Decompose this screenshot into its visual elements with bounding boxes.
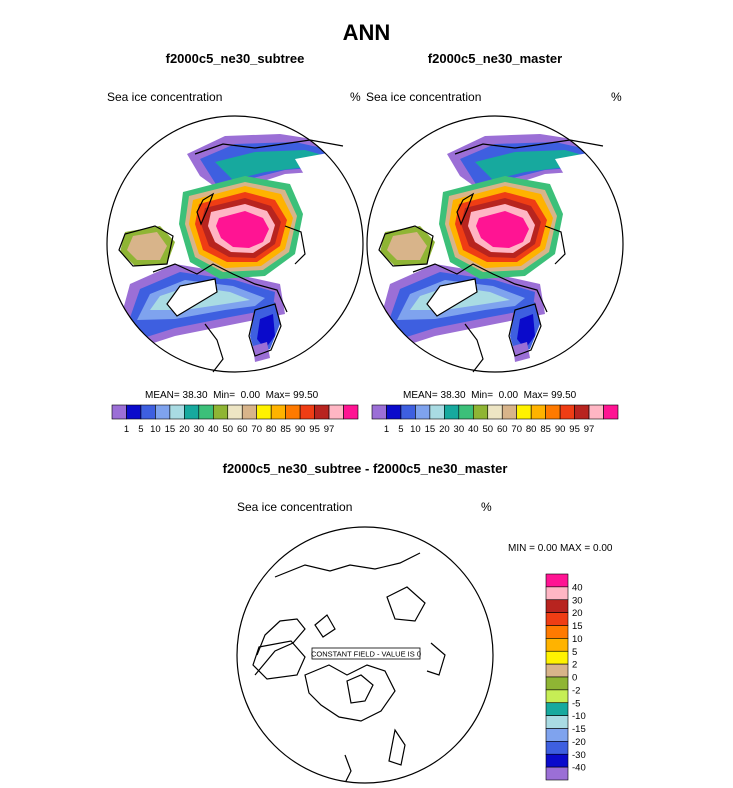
panel-1-colorbar-tick-label: 85 <box>280 424 291 435</box>
panel-2-colorbar-tick-label: 50 <box>482 424 494 435</box>
panel-1-max-label: Max= <box>265 390 291 401</box>
panel-1-min-value: 0.00 <box>240 390 261 401</box>
panel-2-stats <box>403 390 576 401</box>
diff-panel-colorbar <box>545 572 595 782</box>
panel-1-colorbar-swatch-14 <box>315 405 329 419</box>
diff-colorbar-tick-label: 10 <box>572 633 583 645</box>
panel-1-colorbar-tick-label: 80 <box>265 424 277 435</box>
diff-colorbar-swatch-10 <box>546 703 568 716</box>
panel-1-max-value: 99.50 <box>293 390 319 401</box>
panel-2-colorbar-swatch-4 <box>430 405 444 419</box>
constant-field-annotation: CONSTANT FIELD - VALUE IS 0 <box>310 649 422 659</box>
panel-2-colorbar-tick-label: 80 <box>525 424 537 435</box>
panel-2-colorbar-swatch-13 <box>560 405 574 419</box>
diff-colorbar-tick-label: 30 <box>572 595 583 607</box>
panel-1-colorbar-swatch-11 <box>271 405 285 419</box>
panel-2-colorbar-swatch-14 <box>575 405 589 419</box>
panel-2-colorbar-tick-label: 60 <box>496 424 508 435</box>
panel-1-colorbar-swatch-15 <box>329 405 343 419</box>
panel-1-colorbar <box>110 405 360 437</box>
panel-2-colorbar-tick-label: 10 <box>410 424 421 435</box>
panel-2-colorbar-swatch-6 <box>459 405 473 419</box>
panel-2-mean-value: 38.30 <box>440 390 466 401</box>
panel-1-colorbar-tick-label: 50 <box>222 424 234 435</box>
panel-1-colorbar-swatch-16 <box>344 405 358 419</box>
panel-1-colorbar-tick-label: 30 <box>193 424 205 435</box>
panel-2-colorbar-tick-label: 20 <box>439 424 450 435</box>
panel-1-ice-field <box>115 134 360 362</box>
panel-2-colorbar-swatch-0 <box>372 405 386 419</box>
diff-panel-polar-map <box>235 525 495 785</box>
diff-colorbar-swatch-8 <box>546 677 568 690</box>
panel-1-colorbar-swatch-4 <box>170 405 184 419</box>
panel-1-colorbar-swatch-6 <box>199 405 213 419</box>
panel-2-title: f2000c5_ne30_master <box>427 51 563 66</box>
panel-1-colorbar-tick-label: 97 <box>323 424 335 435</box>
diff-colorbar-swatch-11 <box>546 716 568 729</box>
panel-1-colorbar-swatch-0 <box>112 405 126 419</box>
panel-1-colorbar-swatch-2 <box>141 405 155 419</box>
diff-colorbar-tick-label: -15 <box>572 724 586 735</box>
panel-1-colorbar-swatch-13 <box>300 405 314 419</box>
panel-2-colorbar-swatch-3 <box>415 405 429 419</box>
diff-colorbar-swatch-4 <box>546 626 568 639</box>
panel-2-colorbar-swatch-12 <box>546 405 560 419</box>
diff-colorbar-tick-label: 2 <box>572 659 578 671</box>
panel-2-colorbar-tick-label: 5 <box>398 424 404 435</box>
panel-1-colorbar-swatch-7 <box>213 405 227 419</box>
panel-2-units: % <box>611 90 622 104</box>
diff-panel-variable-label: Sea ice concentration <box>237 500 353 514</box>
diff-colorbar-swatch-14 <box>546 754 568 767</box>
panel-2-colorbar-tick-label: 15 <box>424 424 436 435</box>
diff-colorbar-swatch-2 <box>546 600 568 613</box>
panel-1-min-label: Min= <box>213 390 236 401</box>
diff-colorbar-swatch-1 <box>546 587 568 600</box>
diff-colorbar-tick-label: -5 <box>572 698 581 710</box>
panel-2-colorbar <box>370 405 620 437</box>
panel-2-min-value: 0.00 <box>498 390 519 401</box>
panel-1-colorbar-tick-label: 40 <box>208 424 219 435</box>
diff-colorbar-tick-label: 0 <box>572 672 578 684</box>
panel-1-stats <box>145 390 318 401</box>
panel-2-colorbar-swatch-2 <box>401 405 415 419</box>
panel-2-colorbar-tick-label: 97 <box>583 424 595 435</box>
panel-2-colorbar-tick-label: 85 <box>540 424 551 435</box>
panel-2-colorbar-tick-label: 70 <box>511 424 522 435</box>
panel-2-colorbar-swatch-10 <box>517 405 531 419</box>
diff-colorbar-swatch-15 <box>546 767 568 780</box>
panel-1-polar-map <box>105 114 365 374</box>
panel-1-colorbar-tick-label: 15 <box>164 424 176 435</box>
diff-colorbar-tick-label: -2 <box>572 685 581 697</box>
panel-1-colorbar-tick-label: 5 <box>138 424 144 435</box>
diff-colorbar-tick-label: -30 <box>572 749 586 761</box>
diff-colorbar-tick-label: 40 <box>572 582 583 594</box>
panel-1-mean-label: MEAN= <box>145 390 180 401</box>
panel-2-colorbar-tick-label: 95 <box>569 424 580 435</box>
diff-colorbar-swatch-6 <box>546 651 568 664</box>
panel-2-colorbar-swatch-16 <box>604 405 618 419</box>
panel-1-mean-value: 38.30 <box>182 390 208 401</box>
panel-1-variable-label: Sea ice concentration <box>107 90 223 104</box>
panel-1-colorbar-swatch-10 <box>257 405 271 419</box>
panel-2-ice-field <box>375 134 620 362</box>
panel-1-colorbar-tick-label: 60 <box>236 424 248 435</box>
diff-colorbar-tick-label: -40 <box>572 762 586 774</box>
diff-panel-units: % <box>481 500 492 514</box>
panel-2-polar-map <box>365 114 625 374</box>
diff-colorbar-swatch-13 <box>546 741 568 754</box>
panel-2-colorbar-swatch-8 <box>488 405 502 419</box>
panel-2-colorbar-swatch-9 <box>502 405 516 419</box>
panel-1-colorbar-swatch-5 <box>184 405 198 419</box>
diff-panel-coastlines <box>253 553 445 783</box>
diff-colorbar-tick-label: 15 <box>572 621 583 632</box>
panel-1-colorbar-tick-label: 10 <box>150 424 161 435</box>
main-title: ANN <box>342 20 391 45</box>
diff-panel-title: f2000c5_ne30_subtree - f2000c5_ne30_master <box>222 461 508 476</box>
panel-1-title: f2000c5_ne30_subtree <box>165 51 305 66</box>
panel-2-colorbar-swatch-7 <box>473 405 487 419</box>
panel-2-colorbar-swatch-15 <box>589 405 603 419</box>
diff-colorbar-swatch-0 <box>546 574 568 587</box>
panel-2-colorbar-swatch-1 <box>386 405 400 419</box>
panel-2-variable-label: Sea ice concentration <box>366 90 482 104</box>
panel-1-colorbar-swatch-1 <box>126 405 140 419</box>
diff-colorbar-tick-label: -20 <box>572 736 586 748</box>
panel-1-colorbar-swatch-3 <box>155 405 169 419</box>
diff-colorbar-swatch-5 <box>546 638 568 651</box>
panel-2-colorbar-swatch-11 <box>531 405 545 419</box>
panel-1-units: % <box>350 90 361 104</box>
panel-1-colorbar-tick-label: 20 <box>179 424 190 435</box>
panel-2-colorbar-tick-label: 30 <box>453 424 465 435</box>
panel-1-colorbar-swatch-9 <box>242 405 256 419</box>
panel-2-colorbar-tick-label: 1 <box>383 424 390 435</box>
panel-2-max-label: Max= <box>523 390 549 401</box>
diff-colorbar-tick-label: 5 <box>572 646 578 658</box>
panel-2-colorbar-tick-label: 40 <box>468 424 479 435</box>
diff-colorbar-swatch-9 <box>546 690 568 703</box>
panel-2-mean-label: MEAN= <box>403 390 438 401</box>
panel-1-colorbar-tick-label: 70 <box>251 424 262 435</box>
diff-colorbar-swatch-3 <box>546 613 568 626</box>
panel-1-colorbar-tick-label: 90 <box>294 424 306 435</box>
diff-colorbar-tick-label: -10 <box>572 711 586 723</box>
panel-2-max-value: 99.50 <box>551 390 577 401</box>
diff-panel-minmax: MIN = 0.00 MAX = 0.00 <box>508 543 613 554</box>
panel-2-colorbar-swatch-5 <box>444 405 458 419</box>
panel-1-colorbar-tick-label: 1 <box>123 424 130 435</box>
panel-2-min-label: Min= <box>471 390 494 401</box>
panel-1-colorbar-swatch-12 <box>286 405 300 419</box>
diff-colorbar-swatch-7 <box>546 664 568 677</box>
panel-1-colorbar-swatch-8 <box>228 405 242 419</box>
diff-colorbar-tick-label: 20 <box>572 608 583 620</box>
diff-colorbar-swatch-12 <box>546 729 568 742</box>
panel-1-colorbar-tick-label: 95 <box>309 424 320 435</box>
panel-2-colorbar-tick-label: 90 <box>554 424 566 435</box>
